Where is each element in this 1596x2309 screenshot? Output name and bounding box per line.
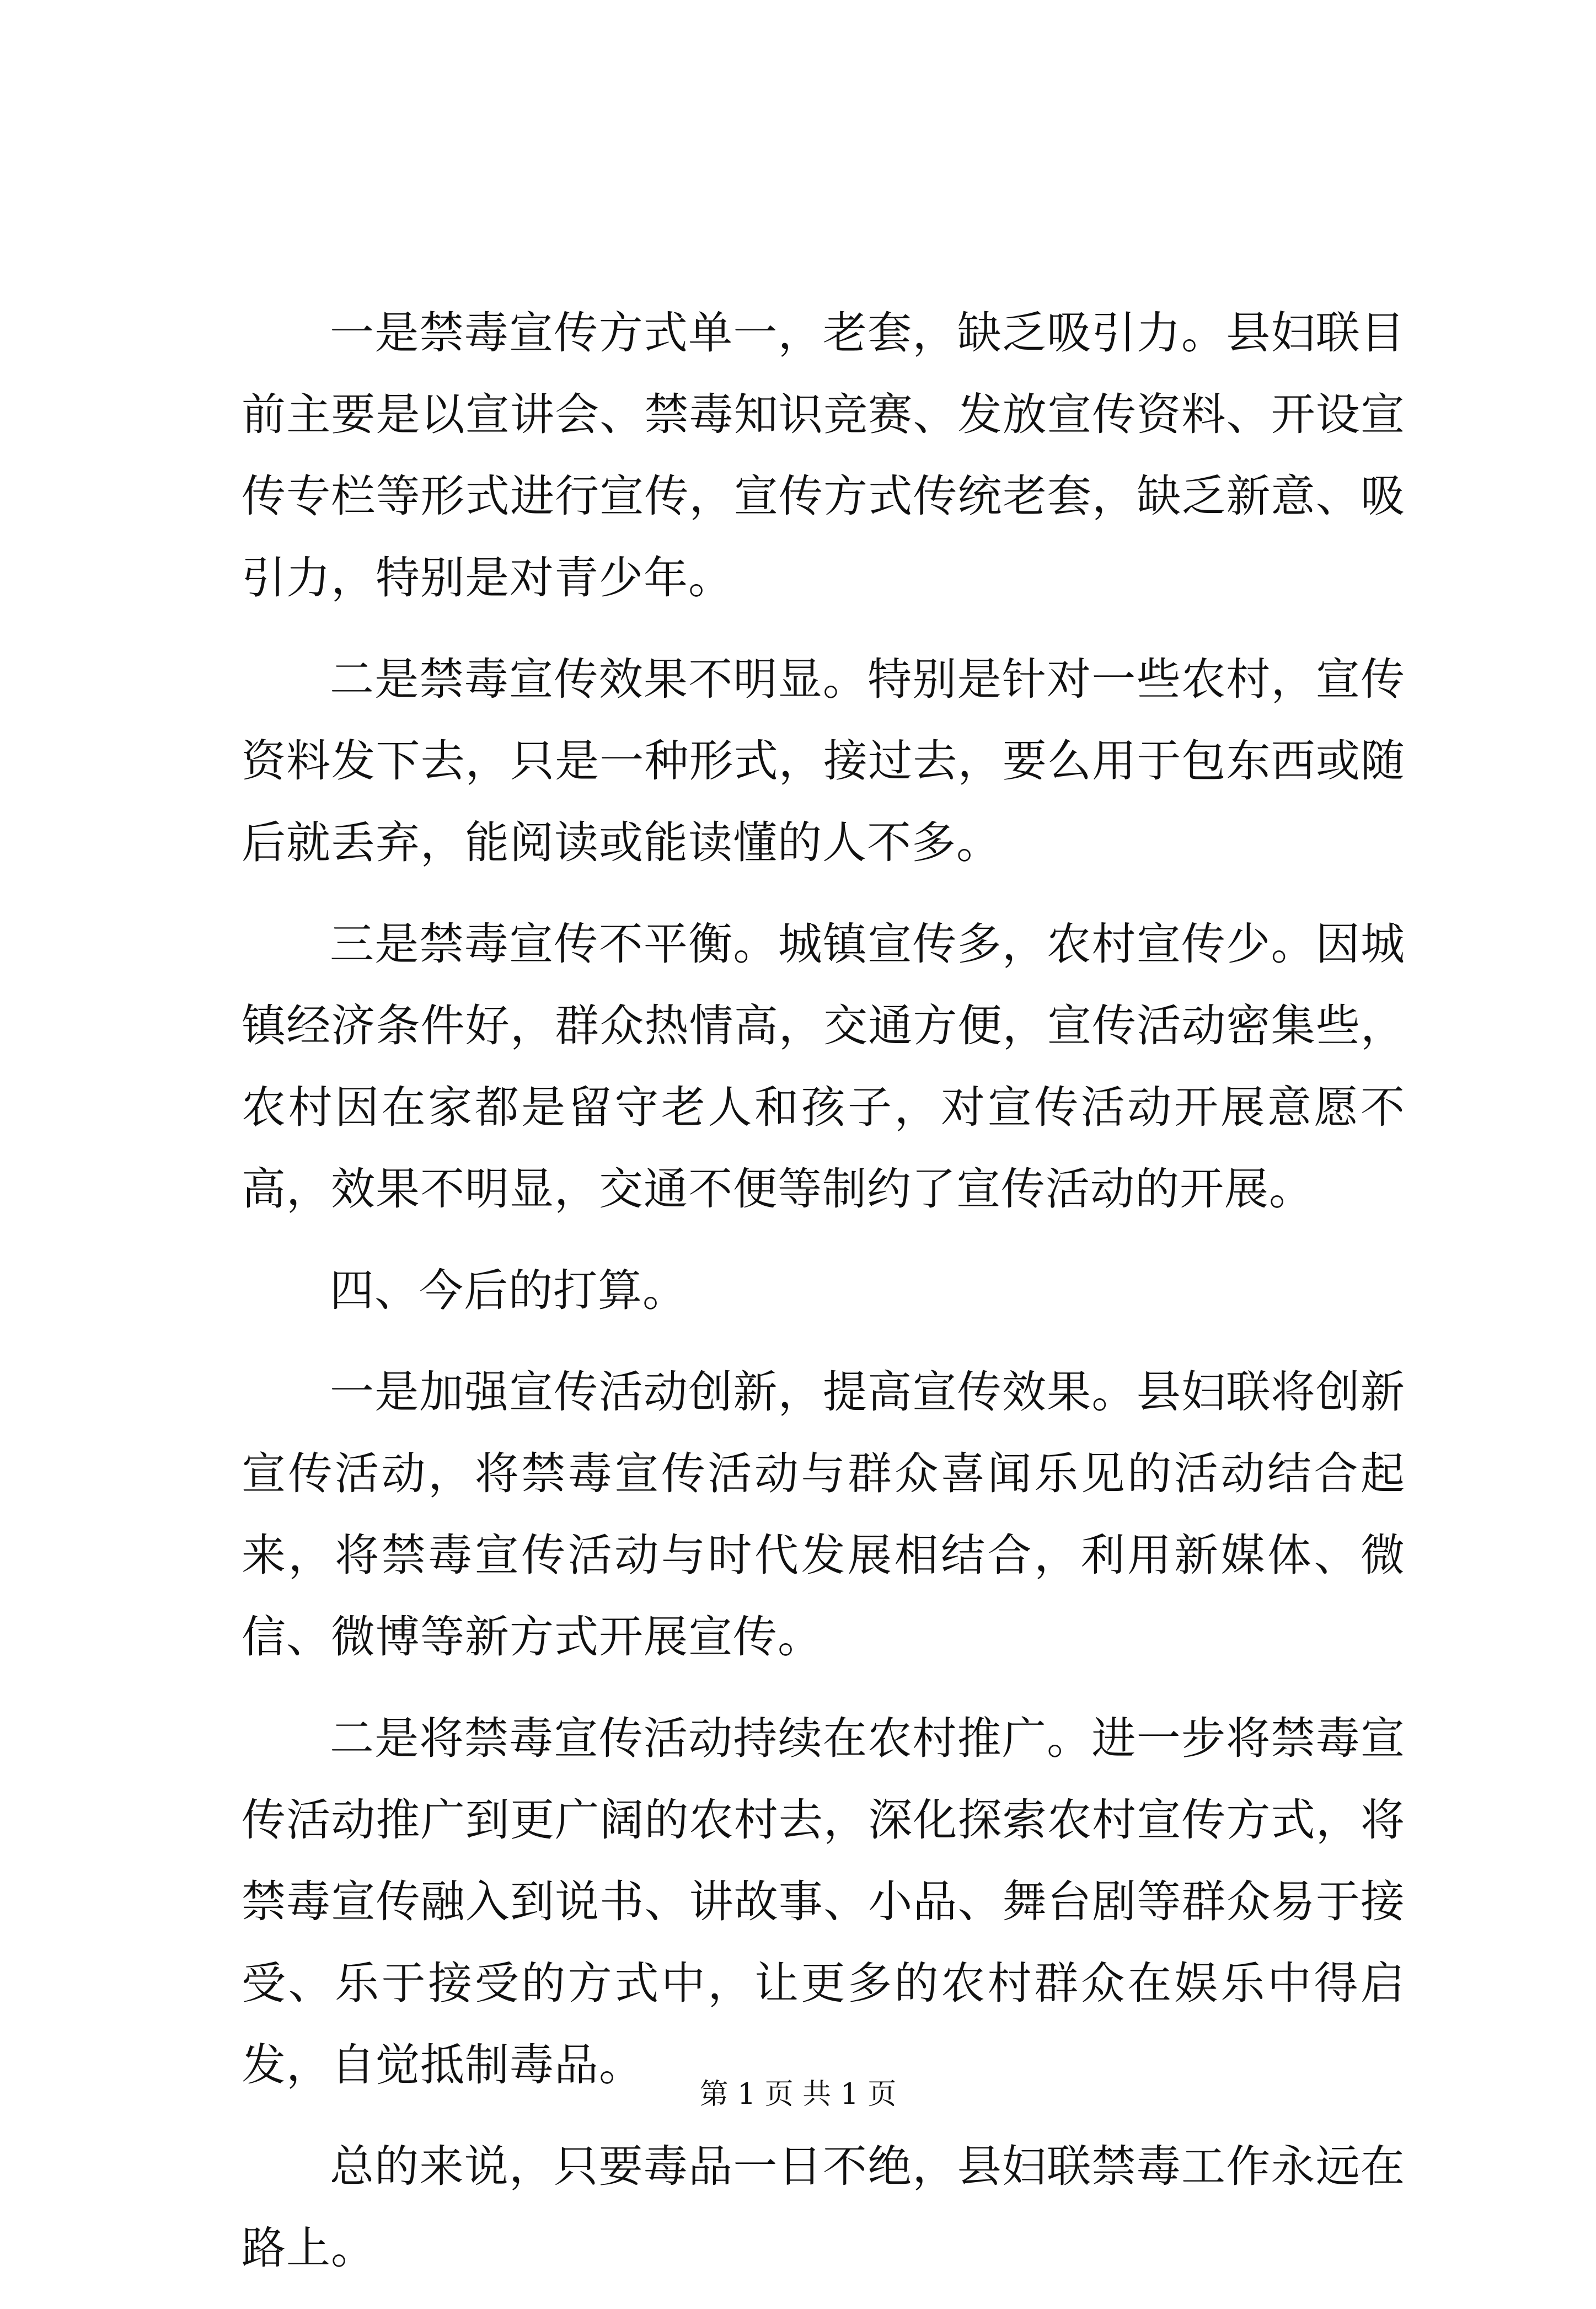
paragraph-propaganda-method: 一是禁毒宣传方式单一，老套，缺乏吸引力。县妇联目前主要是以宣讲会、禁毒知识竞赛、发放宣传资料、开设宣传专栏等形式进行宣传，宣传方式传统老套，缺乏新意、吸引力，特别是对青少年。 <box>242 307 1405 603</box>
paragraph-conclusion: 总的来说，只要毒品一日不绝，县妇联禁毒工作永远在路上。 <box>242 2141 1405 2274</box>
paragraph-propaganda-effect: 二是禁毒宣传效果不明显。特别是针对一些农村，宣传资料发下去，只是一种形式，接过去，要么用于包东西或随后就丢弃，能阅读或能读懂的人不多。 <box>242 654 1405 868</box>
document-body <box>242 292 1405 2309</box>
page-footer: 第 1 页 共 1 页 <box>699 2078 897 2111</box>
paragraph-innovation: 一是加强宣传活动创新，提高宣传效果。县妇联将创新宣传活动，将禁毒宣传活动与群众喜闻乐见的活动结合起来，将禁毒宣传活动与时代发展相结合，利用新媒体、微信、微博等新方式开展宣传。 <box>242 1366 1405 1663</box>
section-heading-future-plans: 四、今后的打算。 <box>330 1265 687 1316</box>
paragraph-rural-promotion: 二是将禁毒宣传活动持续在农村推广。进一步将禁毒宣传活动推广到更广阔的农村去，深化探索农村宣传方式，将禁毒宣传融入到说书、讲故事、小品、舞台剧等群众易于接受、乐于接受的方式中，让更多的农村群众在娱乐中得启发，自觉抵制毒品。 <box>242 1713 1405 2091</box>
paragraph-propaganda-imbalance: 三是禁毒宣传不平衡。城镇宣传多，农村宣传少。因城镇经济条件好，群众热情高，交通方便，宣传活动密集些，农村因在家都是留守老人和孩子，对宣传活动开展意愿不高，效果不明显，交通不便等制约了宣传活动的开展。 <box>242 918 1405 1215</box>
